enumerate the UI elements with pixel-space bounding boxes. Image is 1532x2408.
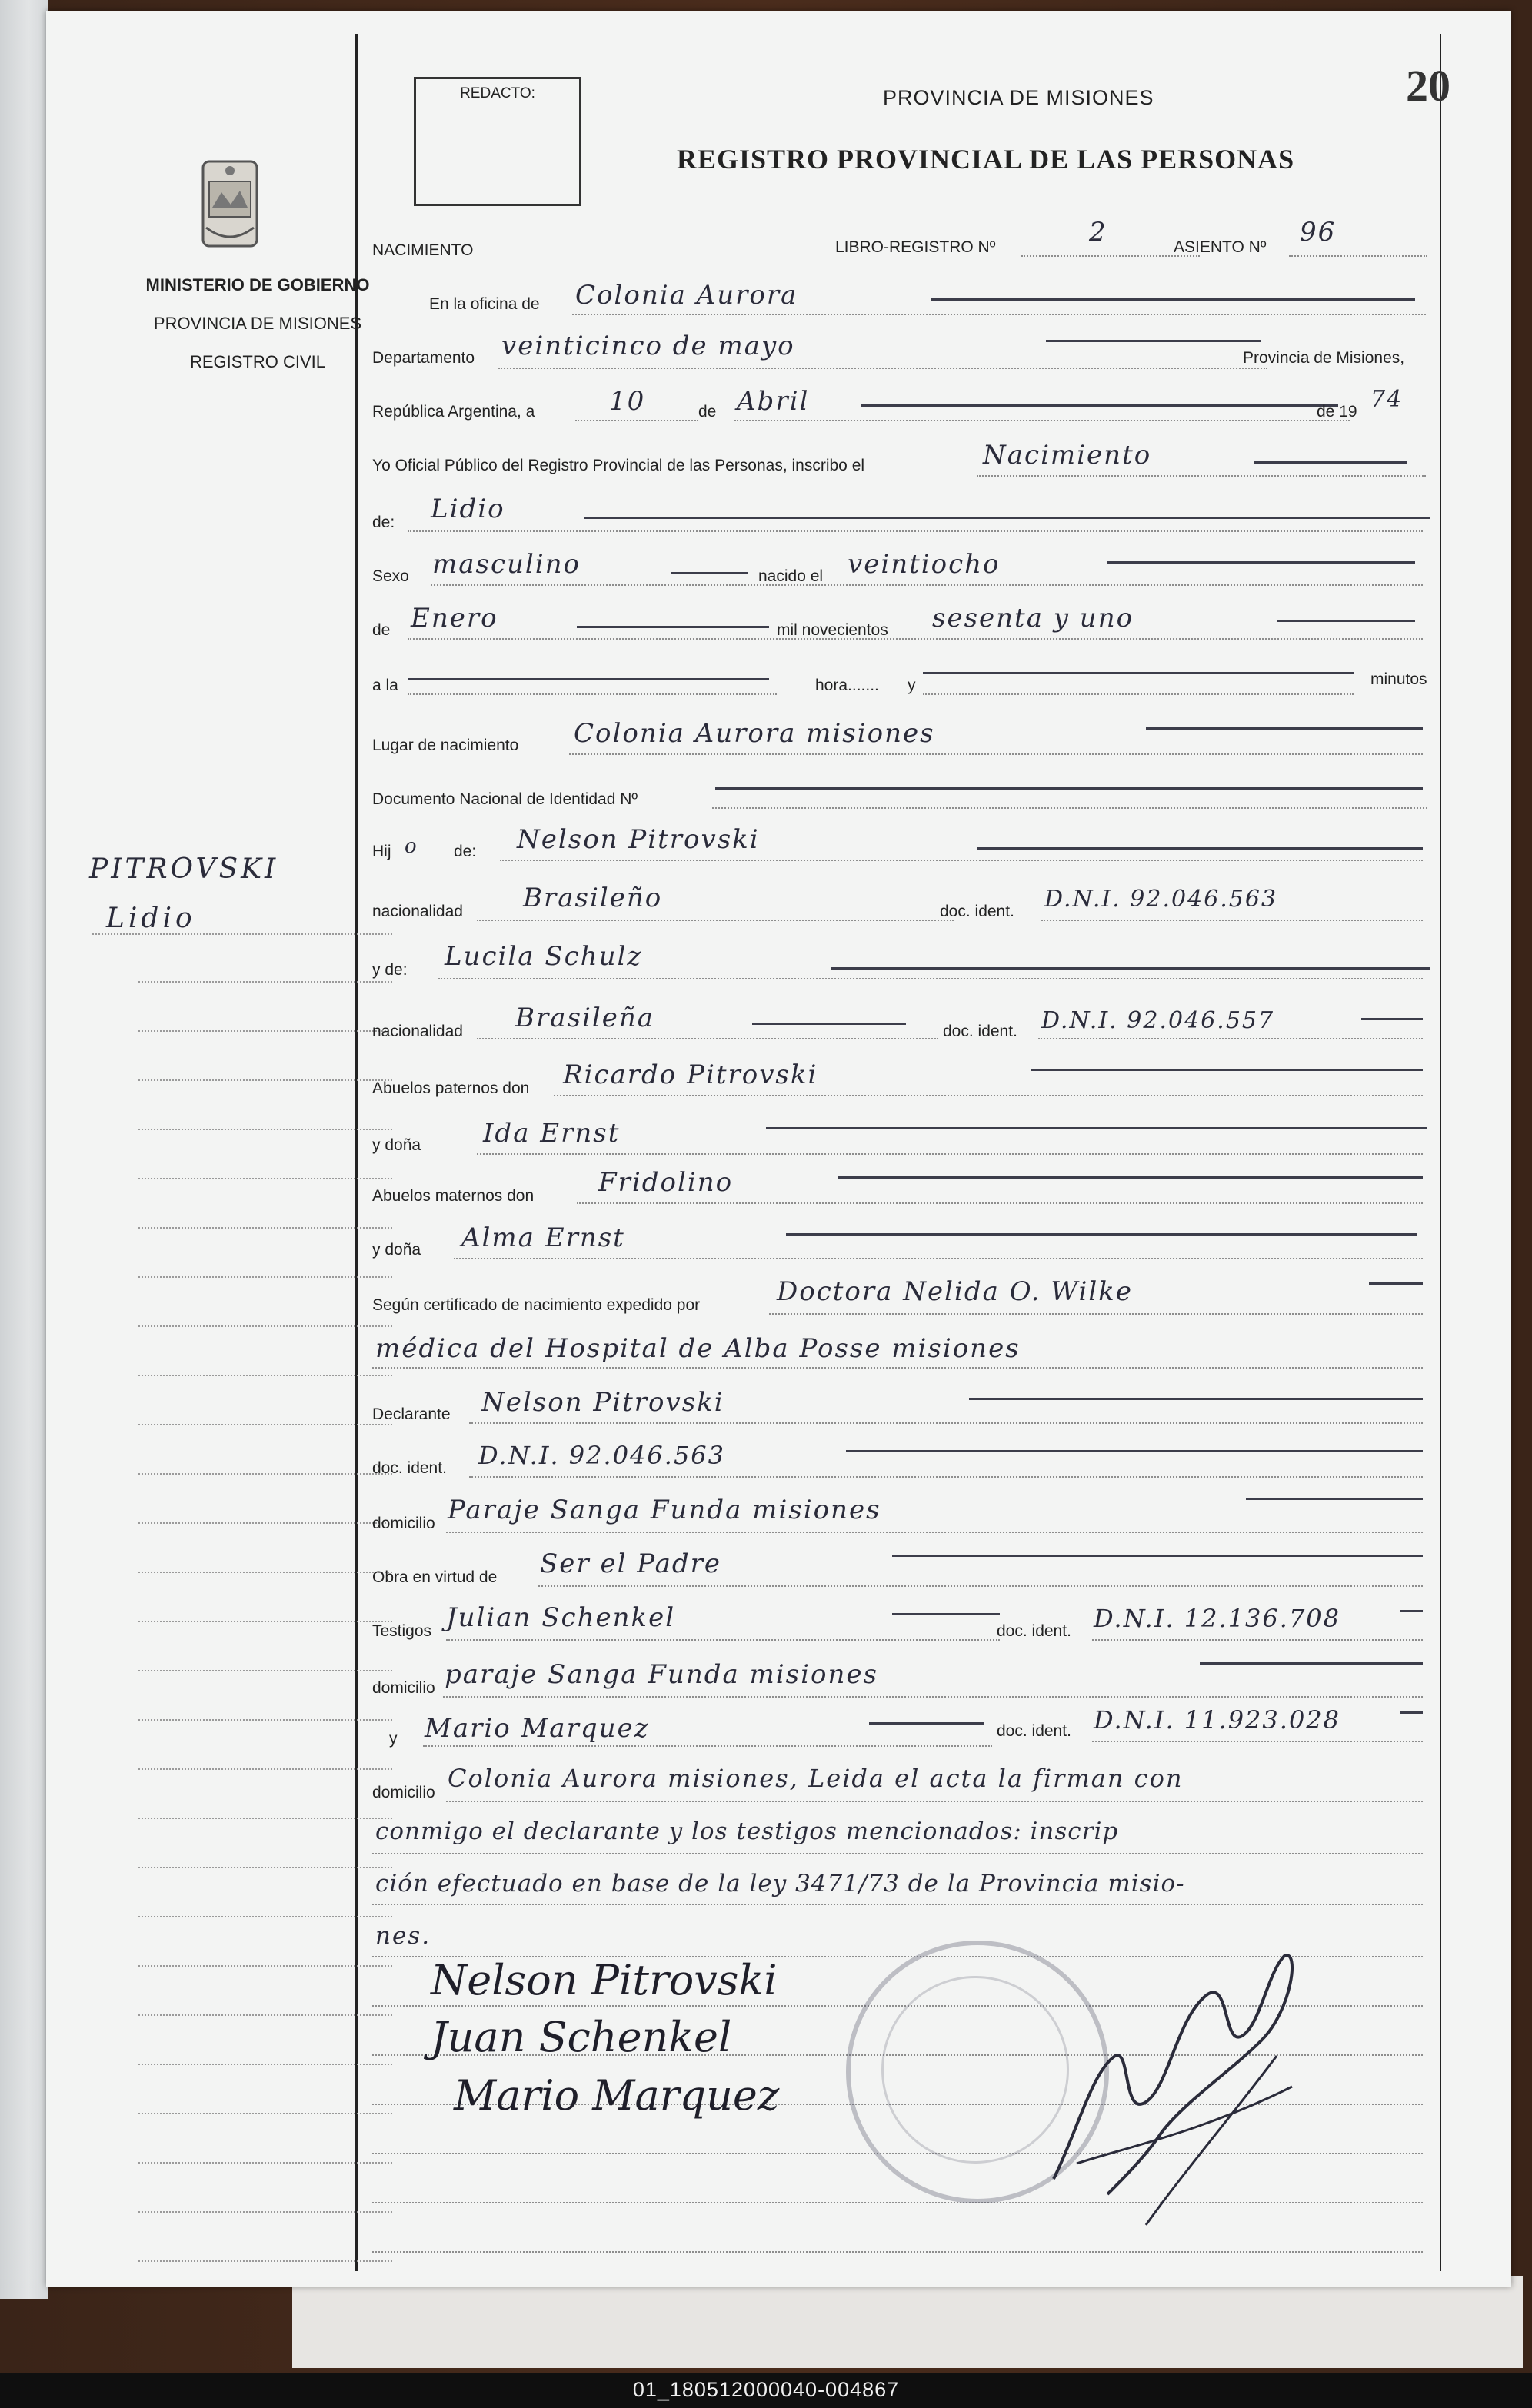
certificado-label: Según certificado de nacimiento expedido por (372, 1296, 701, 1314)
stub-line (138, 2162, 392, 2164)
fill-dash (577, 626, 769, 628)
nacido-label: nacido el (758, 567, 824, 585)
de-label: de (698, 403, 717, 421)
mother-value: Lucila Schulz (445, 941, 643, 972)
nacimiento-label: NACIMIENTO (372, 241, 474, 259)
testigo2-doc-value: D.N.I. 11.923.028 (1094, 1705, 1341, 1734)
declarante-domicilio-value: Paraje Sanga Funda misiones (448, 1495, 881, 1525)
stub-line (138, 2211, 392, 2213)
dotted-rule (734, 420, 1350, 421)
abuela-paterna-value: Ida Ernst (483, 1118, 621, 1149)
dotted-rule (923, 693, 1354, 695)
right-margin-rule (1440, 34, 1441, 2271)
testigo2-domicilio-value: Colonia Aurora misiones, Leida el acta la firman con (448, 1764, 1184, 1793)
provincia-label: Provincia de Misiones, (1243, 349, 1405, 367)
stub-line (138, 1522, 392, 1524)
dotted-rule (1092, 1741, 1423, 1742)
de-month-label: de (372, 621, 391, 639)
fill-dash (766, 1127, 1427, 1129)
hijo-suffix: o (405, 835, 418, 858)
dotted-rule (712, 807, 1427, 809)
fill-dash (1146, 727, 1423, 730)
stub-line (92, 933, 392, 935)
dotted-rule (498, 368, 1267, 369)
dotted-rule (769, 1313, 1423, 1315)
dotted-rule (575, 420, 698, 421)
asiento-label: ASIENTO Nº (1174, 238, 1267, 256)
fill-dash (1246, 1498, 1423, 1500)
name-value: Lidio (431, 494, 505, 524)
dotted-rule (1038, 1038, 1423, 1039)
stub-line (138, 1473, 392, 1475)
dotted-rule (538, 1585, 1423, 1587)
y-dona-label: y doña (372, 1241, 421, 1259)
declarante-value: Nelson Pitrovski (481, 1387, 724, 1418)
testigos-label: Testigos (372, 1622, 432, 1640)
fill-dash (969, 1398, 1423, 1400)
notes-line-2: ción efectuado en base de la ley 3471/73 de la Provincia misio- (375, 1870, 1185, 1897)
declarante-label: Declarante (372, 1405, 451, 1423)
fill-dash (831, 967, 1430, 970)
fill-dash (931, 298, 1415, 301)
dotted-rule (446, 1639, 1000, 1641)
dia-value: 10 (609, 386, 646, 417)
testigo2-value: Mario Marquez (425, 1713, 650, 1744)
fill-dash (1369, 1282, 1423, 1285)
departamento-label: Departamento (372, 349, 475, 367)
registry-title: REGISTRO PROVINCIAL DE LAS PERSONAS (677, 144, 1295, 175)
fill-dash (1031, 1069, 1423, 1071)
stub-line (138, 1965, 392, 1967)
abuelos-paternos-label: Abuelos paternos don (372, 1079, 530, 1097)
oficina-label: En la oficina de (429, 295, 540, 313)
fill-dash (1277, 620, 1415, 622)
dotted-rule (372, 1853, 1423, 1854)
father-nationality-value: Brasileño (523, 883, 663, 913)
fill-dash (869, 1722, 984, 1725)
asiento-value: 96 (1300, 217, 1337, 248)
dni-label: Documento Nacional de Identidad Nº (372, 790, 638, 808)
stub-line (138, 1079, 392, 1081)
dotted-rule (446, 1801, 1423, 1802)
fill-dash (892, 1555, 1423, 1557)
dotted-rule (554, 1095, 1423, 1096)
mother-nationality-label: nacionalidad (372, 1023, 463, 1040)
stub-line (138, 1768, 392, 1770)
fill-dash (786, 1233, 1417, 1236)
sexo-label: Sexo (372, 567, 409, 585)
testigo1-domicilio-label: domicilio (372, 1679, 435, 1697)
dotted-rule (572, 314, 1426, 315)
stub-line (138, 1424, 392, 1425)
birth-month-value: Enero (411, 603, 498, 634)
dotted-rule (469, 1422, 1423, 1424)
mil-label: mil novecientos (777, 621, 888, 639)
dotted-rule (477, 1153, 1423, 1155)
page-number: 20 (1406, 61, 1450, 111)
fill-dash (846, 1450, 1423, 1452)
under-sheet (292, 2276, 1523, 2368)
stub-line (138, 1818, 392, 1819)
stub-line (138, 1129, 392, 1130)
stub-line (138, 1325, 392, 1327)
signature-mario: Mario Marquez (454, 2071, 780, 2120)
dotted-rule (469, 1476, 1423, 1478)
libro-label: LIBRO-REGISTRO Nº (835, 238, 996, 256)
stub-line (138, 1375, 392, 1376)
mother-nationality-value: Brasileña (515, 1003, 654, 1033)
testigo1-domicilio-value: paraje Sanga Funda misiones (445, 1659, 878, 1690)
testigo1-value: Julian Schenkel (446, 1602, 676, 1633)
fill-dash (715, 787, 1423, 790)
stub-line (138, 1030, 392, 1032)
testigo2-domicilio-label: domicilio (372, 1784, 435, 1801)
oficial-label: Yo Oficial Público del Registro Provincial de las Personas, inscribo el (372, 457, 865, 474)
birth-year-value: sesenta y uno (932, 603, 1134, 634)
stub-line (138, 1572, 392, 1573)
stub-line (138, 2014, 392, 2016)
official-signature-icon (1031, 1902, 1338, 2240)
dotted-rule (1289, 255, 1427, 257)
dotted-rule (1092, 1639, 1423, 1641)
mother-doc-label: doc. ident. (943, 1023, 1017, 1040)
a-la-label: a la (372, 677, 398, 694)
dotted-rule (477, 920, 954, 921)
obra-value: Ser el Padre (540, 1548, 722, 1579)
fill-dash (1254, 461, 1407, 464)
stub-line (138, 1276, 392, 1278)
register-page (46, 11, 1511, 2287)
dotted-rule (431, 584, 1423, 586)
sexo-value: masculino (432, 549, 581, 580)
stub-line (138, 2064, 392, 2065)
oficina-value: Colonia Aurora (575, 280, 798, 311)
dotted-rule (500, 860, 1423, 861)
redacto-box (414, 77, 581, 206)
mother-doc-value: D.N.I. 92.046.557 (1041, 1007, 1275, 1034)
redacto-label: REDACTO: (460, 85, 535, 101)
fill-dash (1046, 340, 1261, 342)
dotted-rule (408, 530, 1423, 532)
y-testigo-label: y (389, 1730, 398, 1748)
dotted-rule (372, 2251, 1423, 2253)
father-doc-value: D.N.I. 92.046.563 (1044, 886, 1278, 913)
dotted-rule (438, 978, 1423, 979)
dotted-rule (446, 1532, 1423, 1533)
mes-value: Abril (737, 386, 810, 417)
oficial-value: Nacimiento (983, 440, 1152, 471)
notes-line-1: conmigo el declarante y los testigos mencionados: inscrip (375, 1818, 1119, 1845)
father-value: Nelson Pitrovski (517, 824, 760, 855)
dotted-rule (569, 753, 1423, 755)
dotted-rule (408, 693, 777, 695)
provincia-heading: PROVINCIA DE MISIONES (153, 314, 362, 333)
y-dona-label: y doña (372, 1136, 421, 1154)
lugar-label: Lugar de nacimiento (372, 737, 519, 754)
libro-value: 2 (1089, 217, 1107, 248)
signature-juan: Juan Schenkel (431, 2013, 732, 2061)
book-binding (0, 0, 48, 2299)
registro-civil-heading: REGISTRO CIVIL (189, 352, 326, 371)
notes-line-3: nes. (375, 1922, 431, 1950)
abuelo-materno-value: Fridolino (598, 1167, 734, 1198)
stub-line (138, 2113, 392, 2114)
hijo-label: Hij (372, 843, 391, 860)
fill-dash (752, 1023, 906, 1025)
fill-dash (408, 678, 769, 680)
certificado-value-2: médica del Hospital de Alba Posse misiones (375, 1333, 1021, 1364)
hora-label: hora....... (815, 677, 879, 694)
signature-nelson: Nelson Pitrovski (431, 1956, 778, 2004)
fill-dash (1400, 1610, 1423, 1612)
image-id-caption: 01_180512000040-004867 (632, 2378, 900, 2401)
y-label: y (908, 677, 916, 694)
margin-surname: PITROVSKI (89, 853, 279, 885)
declarante-domicilio-label: domicilio (372, 1515, 435, 1532)
stub-line (138, 981, 392, 983)
fill-dash (838, 1176, 1423, 1179)
province-seal-icon (198, 154, 261, 261)
stub-line (138, 1916, 392, 1917)
province-heading: PROVINCIA DE MISIONES (883, 86, 1154, 109)
fill-dash (671, 572, 748, 574)
y-de-label: y de: (372, 961, 408, 979)
abuelos-maternos-label: Abuelos maternos don (372, 1187, 535, 1205)
dotted-rule (423, 1745, 992, 1747)
departamento-value: veinticinco de mayo (501, 331, 795, 361)
testigo1-doc-label: doc. ident. (997, 1622, 1071, 1640)
stub-line (138, 1719, 392, 1721)
fill-dash (1107, 561, 1415, 564)
stub-line (138, 1867, 392, 1868)
fill-dash (1400, 1711, 1423, 1714)
dotted-rule (977, 475, 1426, 477)
stub-line (138, 1178, 392, 1179)
fill-dash (584, 517, 1430, 519)
father-doc-label: doc. ident. (940, 903, 1014, 920)
fill-dash (1361, 1018, 1423, 1020)
de-19-label: de 19 (1317, 403, 1357, 421)
fill-dash (861, 404, 1338, 407)
lugar-value: Colonia Aurora misiones (574, 718, 935, 749)
dotted-rule (443, 1696, 1423, 1698)
margin-name: Lidio (106, 903, 196, 934)
dotted-rule (408, 638, 1423, 640)
fill-dash (977, 847, 1423, 850)
dotted-rule (577, 1202, 1423, 1204)
de-name-label: de: (372, 514, 395, 531)
father-nationality-label: nacionalidad (372, 903, 463, 920)
abuela-materna-value: Alma Ernst (461, 1222, 625, 1253)
dotted-rule (1041, 920, 1423, 921)
dotted-rule (477, 1038, 938, 1039)
fill-dash (923, 672, 1354, 674)
hijo-de-label: de: (454, 843, 477, 860)
testigo1-doc-value: D.N.I. 12.136.708 (1094, 1604, 1341, 1633)
minutos-label: minutos (1370, 670, 1427, 688)
republica-label: República Argentina, a (372, 403, 535, 421)
stub-line (138, 1621, 392, 1622)
certificado-value: Doctora Nelida O. Wilke (777, 1276, 1134, 1307)
declarante-doc-value: D.N.I. 92.046.563 (478, 1441, 726, 1470)
testigo2-doc-label: doc. ident. (997, 1722, 1071, 1740)
stub-line (138, 2260, 392, 2262)
stub-line (138, 1670, 392, 1671)
ministerio-heading: MINISTERIO DE GOBIERNO (145, 275, 370, 294)
declarante-doc-label: doc. ident. (372, 1459, 447, 1477)
fill-dash (1200, 1662, 1423, 1665)
obra-label: Obra en virtud de (372, 1568, 498, 1586)
nacido-value: veintiocho (848, 549, 1001, 580)
anio-value: 74 (1370, 386, 1404, 413)
stub-line (138, 1227, 392, 1229)
fill-dash (892, 1613, 1000, 1615)
dotted-rule (372, 1367, 1423, 1369)
abuelo-paterno-value: Ricardo Pitrovski (563, 1059, 818, 1090)
dotted-rule (454, 1258, 1423, 1259)
